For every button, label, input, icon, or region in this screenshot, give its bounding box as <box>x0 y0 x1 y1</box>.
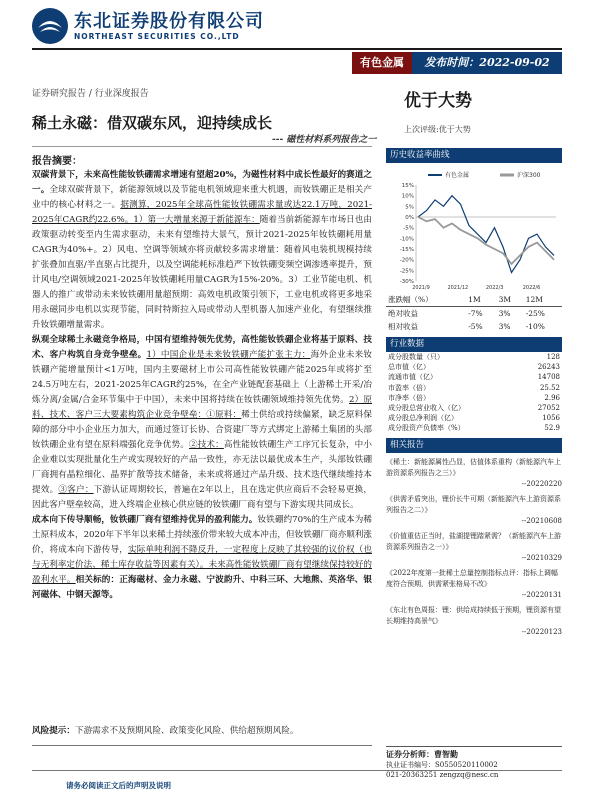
perf-header-cell: 12M <box>524 293 562 307</box>
p1-text-4: 高效电机政策引领下，工业电机或将更多地采用永磁同步电机以实现节能，同时特斯拉入局或带动人型机器人加速产业化，有望继续推升钕铁硼增量需求。 <box>32 290 372 330</box>
y-tick-label: -5% <box>403 225 414 232</box>
stat-label: 流通市值（亿） <box>388 373 437 382</box>
analyst-info <box>386 746 562 781</box>
related-report-date: --20210608 <box>521 516 562 525</box>
return-chart <box>386 163 562 293</box>
p1-lead: 双碳背景下，未来高性能钕铁硼需求增速有望超20%，为磁性材料中成长性最好的赛道之一。 <box>32 170 372 195</box>
sector-label: 有色金属 <box>352 52 412 74</box>
legend-label: 有色金属 <box>445 172 470 179</box>
perf-row <box>386 320 562 333</box>
y-tick-label: -15% <box>399 247 414 253</box>
paragraph-1 <box>32 168 372 333</box>
header-rule <box>32 48 562 50</box>
related-report-date: --20220123 <box>521 627 562 636</box>
footer-rule <box>32 770 562 771</box>
y-tick-label: -25% <box>399 268 414 275</box>
related-report[interactable] <box>386 605 562 638</box>
performance-table <box>386 293 562 333</box>
stats-row <box>386 352 562 362</box>
previous-rating: 上次评级:优于大势 <box>404 125 471 134</box>
perf-cell: 绝对收益 <box>388 309 418 318</box>
stat-value: 52.9 <box>544 424 560 433</box>
p3-text-1: 钕铁硼约70%的生产成本为稀土原料成本，2020年下半年以来稀土持续涨价带来较大成本冲击，但钕铁硼厂商亦顺利涨价，将成本向下游传导， <box>32 515 372 555</box>
p2-text-3: 高性能钕铁硼生产工序冗长复杂，中小企业难以实现批量化生产或实现较好的产品一致性，亦无法以最优成本生产，头部钕铁硼厂商拥有晶粒细化、晶界扩散等技术储备，未来或将通过产品升级、技术迭代继续维持本提效。 <box>32 440 372 495</box>
stat-label: 成分股总净利润（亿） <box>388 414 458 423</box>
series-line-benchmark <box>418 217 554 264</box>
perf-cell: 3% <box>498 309 511 318</box>
related-report-title[interactable]: 《稀土：新能源属性凸显，估值体系重构（新能源汽车上游资源系列报告之三）》 <box>386 457 561 477</box>
y-tick-label: -10% <box>399 236 414 243</box>
perf-header-cell: 3M <box>497 293 524 307</box>
x-tick-label: 2021/9 <box>412 285 430 291</box>
related-heading: 相关报告 <box>386 438 562 453</box>
stat-value: 128 <box>546 353 560 362</box>
stat-label: 市盈率（倍） <box>388 383 430 392</box>
x-tick-label: 2022/3 <box>485 285 504 291</box>
related-report-title[interactable]: 《2022年度第一批稀土总量控制指标点评：指标上调幅度符合预期，供需紧张格局不改》 <box>386 568 558 588</box>
risk-text: 下游需求不及预期风险、政策变化风险、供给超预期风险。 <box>74 726 299 736</box>
related-report[interactable] <box>386 494 562 527</box>
stats-row <box>386 362 562 372</box>
p2-lead: 纵观全球稀土永磁竞争格局，中国有望维持领先优势，高性能钕铁硼企业将基于原料、技术、客户构筑自身竞争壁垒。 <box>32 335 372 360</box>
y-tick-label: -30% <box>399 279 414 285</box>
p2-text-2: 稀土供给或持续偏紧，缺乏原料保障的部分中小企业压力加大，而通过签订长协、合资建厂等方式绑定上游稀土集团的头部钕铁硼企业有望在原料端强化竞争优势。 <box>32 410 372 450</box>
breadcrumb: 证券研究报告 / 行业深度报告 <box>32 89 149 99</box>
p2-underline-5: ③客户： <box>58 485 94 495</box>
perf-cell: -5% <box>468 322 483 331</box>
risk-rule <box>32 745 372 746</box>
y-tick-label: 10% <box>401 193 414 200</box>
paragraph-2 <box>32 333 372 513</box>
stat-value: 1056 <box>542 414 560 423</box>
stats-row <box>386 393 562 403</box>
sidebar <box>386 148 562 638</box>
perf-header-cell: 1M <box>466 293 496 307</box>
related-report-title[interactable]: 《东北有色周报：锂：供给成持续低于预期，锂资源有望长期维持高景气》 <box>386 605 561 625</box>
company-name-en: NORTHEAST SECURITIES CO.,LTD <box>74 31 240 41</box>
company-name-cn: 东北证券股份有限公司 <box>74 10 264 32</box>
perf-cell: 3% <box>498 322 511 331</box>
p1-text-3: 随着风电装机规模持续扩张叠加直驱/半直驱占比提升，以及空调能耗标准趋严下钕铁硼变频空调渗透率提升，预计风电/空调领域2021-2025年钕铁硼耗用量CAGR为15%-20%。3）工业节能电机、机器人的推广或带动未来钕铁硼用量超预期： <box>32 245 372 300</box>
analyst-cert: 执业证书编号：S0550520110002 <box>386 760 498 769</box>
stat-value: 26243 <box>537 363 560 372</box>
stat-value: 25.52 <box>539 383 560 392</box>
perf-cell: -7% <box>468 309 483 318</box>
stat-label: 成分股资产负债率（%） <box>388 424 465 433</box>
p2-underline-2: 2）原料、技术、客户三大要素构筑企业竞争壁垒： <box>32 395 372 420</box>
analyst-name: 证券分析师：曹智勤 <box>386 746 562 760</box>
related-report[interactable] <box>386 457 562 490</box>
abstract-heading: 报告摘要： <box>32 156 82 167</box>
title-rule <box>32 146 372 147</box>
x-tick-label: 2021/12 <box>447 285 469 291</box>
stats-heading: 行业数据 <box>386 337 562 352</box>
p2-underline-1: 1）中国企业是未来钕铁硼产能扩张主力： <box>146 350 311 360</box>
stat-label: 总市值（亿） <box>388 363 430 372</box>
perf-cell: -10% <box>525 322 545 331</box>
stat-value: 27052 <box>537 404 560 413</box>
stats-row <box>386 383 562 393</box>
perf-header-cell: 涨跌幅（%） <box>386 293 466 307</box>
related-report[interactable] <box>386 568 562 601</box>
report-subtitle: --- 磁性材料系列报告之一 <box>272 135 377 145</box>
logo-emblem-icon <box>32 8 68 44</box>
rating: 优于大势 <box>404 91 472 111</box>
perf-header-row <box>386 293 562 307</box>
p2-text-4: 下游认证周期较长，普遍在2年以上，且在选定供应商后不会轻易更换，因此客户壁垒较高，进入终端企业核心供应链的钕铁硼厂商有望与下游实现共同成长。 <box>32 485 372 510</box>
perf-cell: -25% <box>525 309 545 318</box>
p1-text-2: 随着当前新能源车市场日也由政策驱动转变至内生需求驱动，未来有望维持大景气，预计2021-2025年钕铁硼耗用量CAGR为40%+。2）风电、空调等领域亦将贡献较多需求增量： <box>32 215 372 255</box>
p1-underline-1: 据测算，2025年全球高性能钕铁硼需求量或达22.1万吨，2021-2025年CAGR约22.6%。1）第一大增量来源于新能源车： <box>32 200 372 225</box>
risk-label: 风险提示： <box>32 726 75 736</box>
stats-row <box>386 403 562 413</box>
header-bar <box>32 52 562 74</box>
p3-lead: 成本向下传导顺畅，钕铁硼厂商有望维持优异的盈利能力。 <box>32 515 258 525</box>
perf-cell: 相对收益 <box>388 322 418 331</box>
y-tick-label: 5% <box>405 204 414 211</box>
paragraph-3 <box>32 513 372 603</box>
x-tick-label: 2022/6 <box>522 285 541 291</box>
stat-label: 成分股总营业收入（亿） <box>388 404 465 413</box>
stat-label: 市净率（倍） <box>388 393 430 402</box>
p1-text: 全球双碳背景下，新能源领域以及节能电机领域迎来重大机遇，而钕铁硼正是相关产业中的核心材料之一。 <box>32 185 372 210</box>
publish-date: 发布时间：2022-09-02 <box>412 52 562 74</box>
related-report-date: --20220220 <box>521 479 562 488</box>
perf-row <box>386 307 562 321</box>
report-title: 稀土永磁：借双碳东风，迎持续成长 <box>32 114 273 132</box>
stats-row <box>386 372 562 382</box>
chart-heading: 历史收益率曲线 <box>386 148 562 163</box>
analyst-contact[interactable]: 021-20363251 zengzq@nesc.cn <box>386 771 499 779</box>
p3-related-stocks: 相关标的：正海磁材、金力永磁、宁波韵升、中科三环、大地熊、英洛华、银河磁体、中钢天源等。 <box>32 575 372 600</box>
related-report-date: --20220131 <box>521 590 562 599</box>
related-report[interactable] <box>386 531 562 564</box>
footer-disclaimer: 请务必阅读正文后的声明及说明 <box>66 781 171 790</box>
series-line-sector <box>418 196 554 273</box>
y-tick-label: -20% <box>399 257 414 264</box>
stats-row <box>386 413 562 423</box>
y-tick-label: 0% <box>405 215 414 221</box>
y-tick-label: 15% <box>401 183 414 189</box>
stats-table <box>386 352 562 434</box>
abstract-body <box>32 168 372 603</box>
return-chart-svg <box>386 163 562 293</box>
stat-value: 2.96 <box>544 393 560 402</box>
related-report-date: --20210329 <box>521 553 562 562</box>
related-reports <box>386 457 562 638</box>
p2-underline-3: ①原料： <box>206 410 242 420</box>
legend-label: 沪深300 <box>517 172 541 179</box>
p2-text-1: 海外企业未来钕铁硼产能增量预计<1万吨，国内主要磁材上市公司高性能钕铁硼产能2025年或将扩至24.5万吨左右，2021-2025年CAGR约25%，在全产业链配套基础上（上游稀土开采/冶炼分离/金属/合金环节集中于中国），未来中国将持续在钕铁硼领域维持领先优势。 <box>32 350 372 405</box>
p2-underline-4: ②技术： <box>188 440 224 450</box>
stat-label: 成分股数量（只） <box>388 353 444 362</box>
stats-row <box>386 423 562 433</box>
p3-underline-1: 实际单吨利润不降反升，一定程度上反映了其较强的议价权（也与无利率定价法、稀土库存收益等因素有关）。未来高性能钕铁硼厂商有望继续保持较好的盈利水平。 <box>32 545 372 585</box>
related-report-title[interactable]: 《价值重估正当时，盐湖提锂踏紧需？（新能源汽车上游资源系列报告之一）》 <box>386 531 561 551</box>
company-logo <box>32 8 264 44</box>
related-report-title[interactable]: 《供需矛盾突出，锂价长牛可期（新能源汽车上游资源系列报告之二）》 <box>386 494 561 514</box>
risk-note <box>32 724 372 738</box>
stat-value: 14708 <box>537 373 560 382</box>
